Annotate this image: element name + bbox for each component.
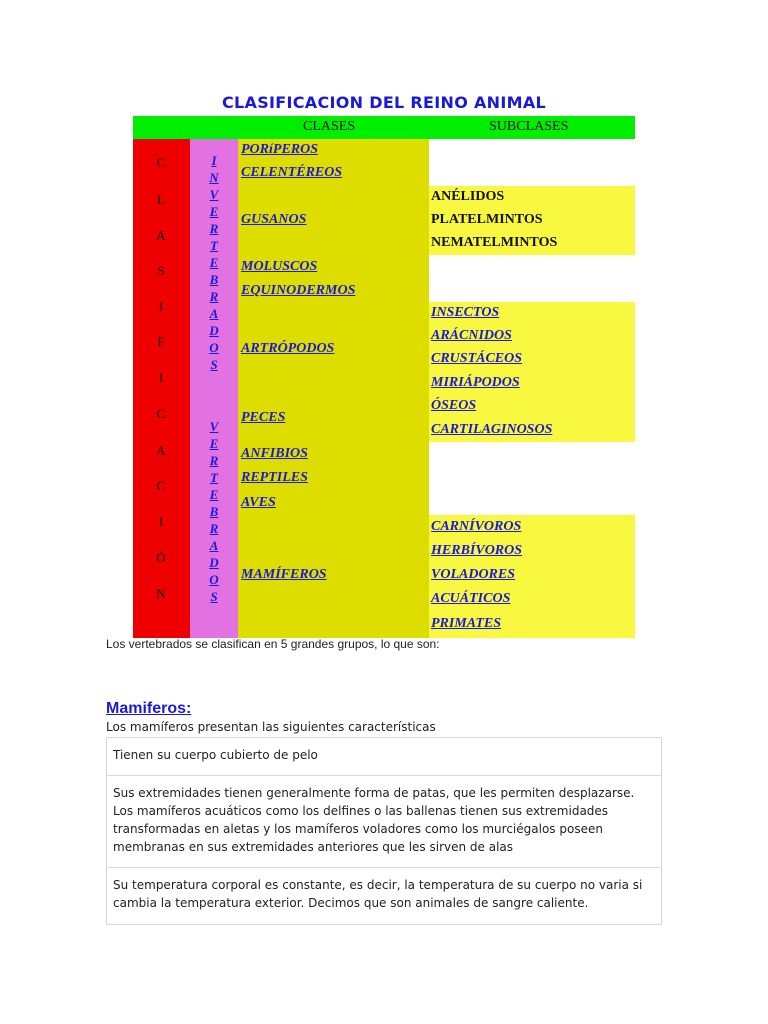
invertebrados-letter[interactable]: O [209,340,219,355]
invertebrados-letter[interactable]: E [209,204,219,219]
clase-link-peces[interactable]: PECES [241,410,286,425]
clasificacion-letter: S [157,263,165,278]
clase-link-anfibios[interactable]: ANFIBIOS [241,446,308,461]
subclase-link[interactable]: MIRIÁPODOS [431,375,520,390]
vertebrados-letter[interactable]: V [209,419,219,434]
vertebrados-letter[interactable]: R [209,453,219,468]
clasificacion-letter: I [158,514,164,529]
subclase-link[interactable]: CARNÍVOROS [431,519,522,534]
clase-link-moluscos[interactable]: MOLUSCOS [241,259,318,274]
invertebrados-letter[interactable]: V [209,187,219,202]
caracteristica-box: Sus extremidades tienen generalmente forma de patas, que les permiten desplazarse. Los mamíferos acuáticos como los delfines o las ballenas tienen sus extremidades transformadas en aletas y los mamíferos voladores como los murciégalos poseen membranas en sus extremidades anteriores que les sirven de alas [106,775,662,868]
invertebrados-letter[interactable]: I [211,153,217,168]
clasificacion-letter: C [156,406,166,421]
clase-link-poriferos[interactable]: PORíPEROS [241,142,319,157]
subclase-link[interactable]: CARTILAGINOSOS [431,422,553,437]
section-intro: Los mamíferos presentan las siguientes características [106,720,436,734]
vertebrados-letter[interactable]: E [209,436,219,451]
header-subclases: SUBCLASES [489,119,569,134]
subclase-text: ANÉLIDOS [431,189,505,204]
clasificacion-letter: A [156,443,166,458]
invertebrados-letter[interactable]: D [209,323,219,338]
invertebrados-letter[interactable]: R [209,221,219,236]
vertebrados-letter[interactable]: S [210,589,218,604]
vertebrados-letter[interactable]: E [209,487,219,502]
table-header [133,116,635,139]
subclase-link[interactable]: ARÁCNIDOS [431,328,512,343]
subclase-link[interactable]: ÓSEOS [431,398,477,413]
subclase-link[interactable]: HERBÍVOROS [431,543,523,558]
clasificacion-letter: C [156,155,166,170]
page-title: CLASIFICACION DEL REINO ANIMAL [221,93,547,112]
invertebrados-letter[interactable]: T [210,238,218,253]
clasificacion-letter: A [156,228,166,243]
subclase-link[interactable]: ACUÁTICOS [431,591,511,606]
clasificacion-letter: I [158,370,164,385]
clase-link-equinodermos[interactable]: EQUINODERMOS [241,283,356,298]
clase-link-mamiferos[interactable]: MAMÍFEROS [241,567,327,582]
subclase-link[interactable]: PRIMATES [431,616,502,631]
invertebrados-letter[interactable]: A [209,306,219,321]
clase-link-aves[interactable]: AVES [241,495,276,510]
subclase-text: PLATELMINTOS [431,212,543,227]
invertebrados-letter[interactable]: N [209,170,219,185]
vertebrados-letter[interactable]: A [209,538,219,553]
clase-link-celentereos[interactable]: CELENTÉREOS [241,165,343,180]
clasificacion-letter: N [156,586,166,601]
clase-link-gusanos[interactable]: GUSANOS [241,212,307,227]
clasificacion-letter: F [157,334,165,349]
subclases-block-artropodos-peces [429,302,635,442]
subclase-link[interactable]: INSECTOS [431,305,500,320]
vertebrados-letter[interactable]: T [210,470,218,485]
clasificacion-letter: Ó [156,550,166,565]
vertebrados-note: Los vertebrados se clasifican en 5 grandes grupos, lo que son: [106,637,440,651]
vertebrados-letter[interactable]: R [209,521,219,536]
clasificacion-letter: C [156,478,166,493]
clase-link-reptiles[interactable]: REPTILES [241,470,308,485]
vertebrados-letter[interactable]: O [209,572,219,587]
caracteristica-box: Tienen su cuerpo cubierto de pelo [106,737,662,776]
invertebrados-letter[interactable]: B [209,272,219,287]
section-title-mamiferos[interactable]: Mamiferos: [106,700,192,717]
caracteristica-box: Su temperatura corporal es constante, es decir, la temperatura de su cuerpo no varia si cambia la temperatura exterior. Decimos que son animales de sangre caliente. [106,867,662,925]
invertebrados-letter[interactable]: R [209,289,219,304]
invertebrados-letter[interactable]: S [210,357,218,372]
vertebrados-letter[interactable]: B [209,504,219,519]
subclase-link[interactable]: VOLADORES [431,567,516,582]
clasificacion-letter: L [157,192,165,207]
subclase-link[interactable]: CRUSTÁCEOS [431,351,523,366]
clase-link-artropodos[interactable]: ARTRÓPODOS [241,341,335,356]
subclase-text: NEMATELMINTOS [431,235,558,250]
header-clases: CLASES [303,119,356,134]
invertebrados-letter[interactable]: E [209,255,219,270]
vertebrados-letter[interactable]: D [209,555,219,570]
clasificacion-letter: I [158,299,164,314]
